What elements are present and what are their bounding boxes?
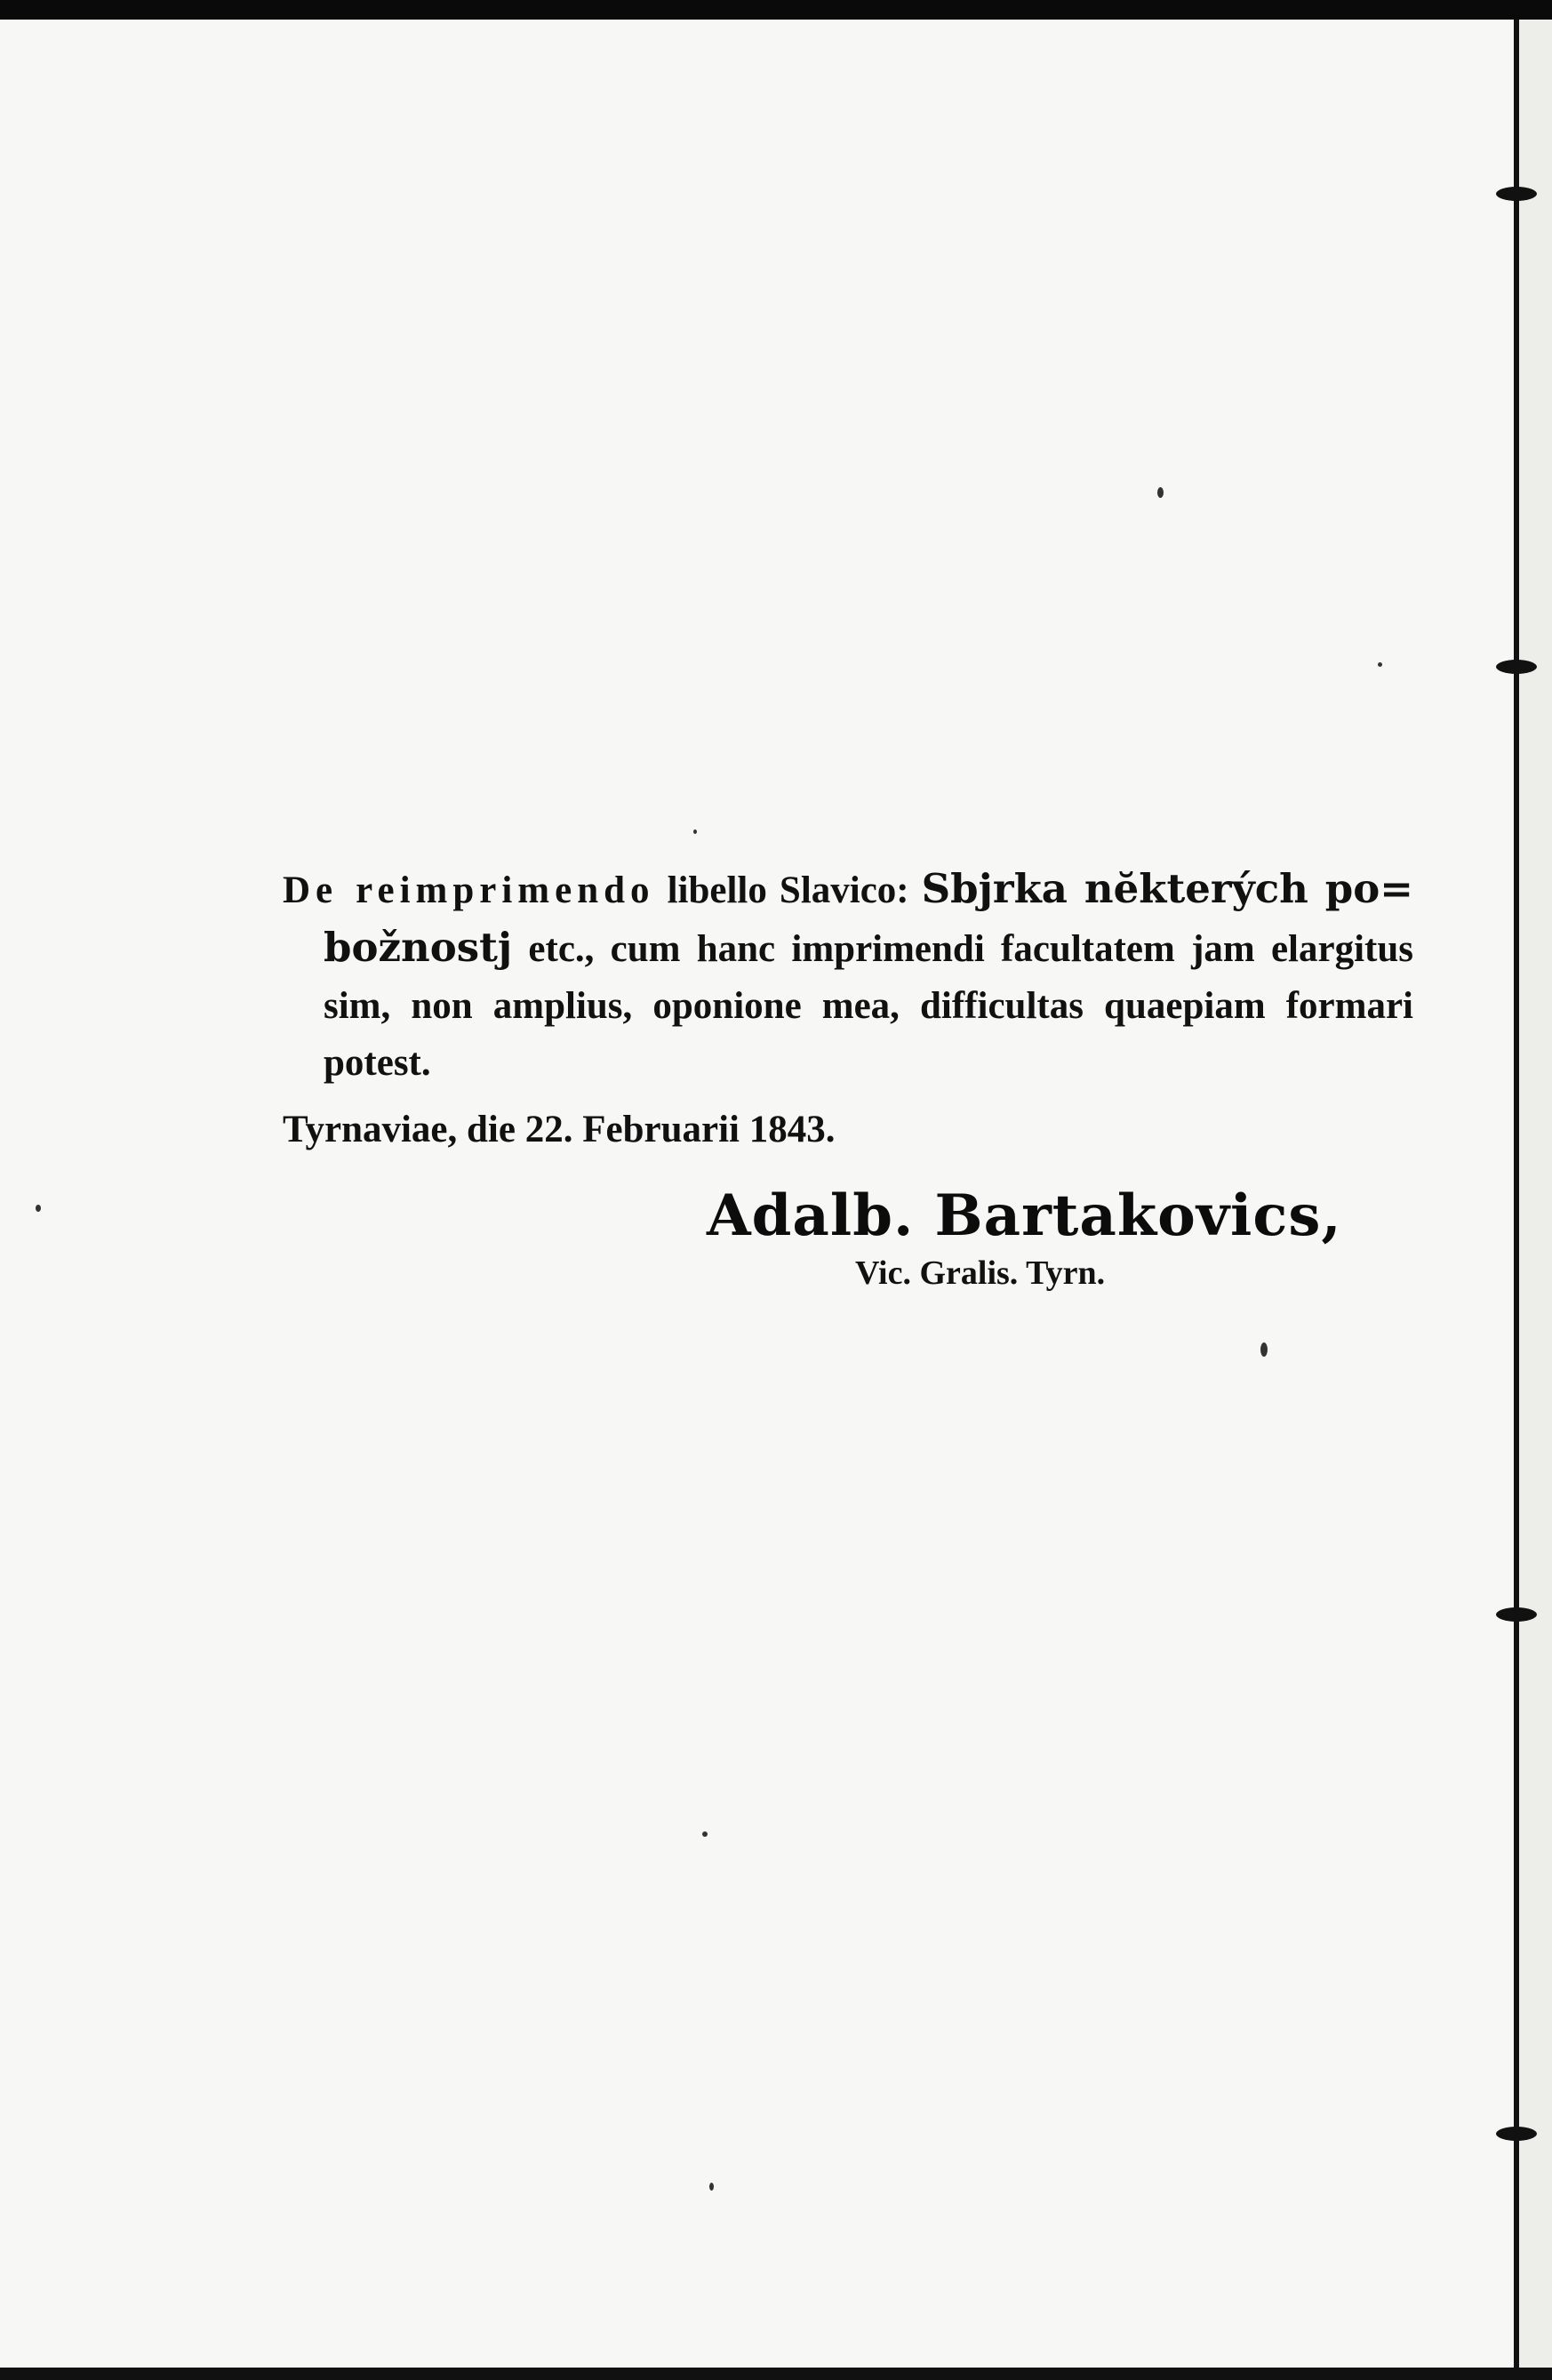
binding-rule [1514, 20, 1519, 2368]
signature-title: Vic. Gralis. Tyrn. [855, 1254, 1106, 1292]
reprint-decree [283, 861, 1413, 1092]
book-title-line-1: Sbjrka nĕkterých po= [921, 865, 1413, 912]
ink-speck [1260, 1342, 1268, 1357]
stitch-mark [1496, 660, 1537, 674]
ink-speck [709, 2183, 714, 2191]
top-scan-edge [0, 0, 1552, 20]
ink-speck [1378, 662, 1382, 667]
ink-speck [702, 1831, 708, 1837]
decree-intro: libello Slavico: [667, 869, 909, 911]
stitch-mark [1496, 2127, 1537, 2141]
stitch-mark [1496, 1607, 1537, 1622]
decree-paragraph [283, 861, 1413, 1092]
ink-speck [1157, 487, 1164, 498]
stitch-mark [1496, 187, 1537, 201]
decree-body: etc., cum hanc imprimendi facultatem jam elargitus sim, non amplius, oponione mea, difficultas quaepiam formari potest. [324, 928, 1413, 1084]
ink-speck [36, 1205, 41, 1212]
place-and-date: Tyrnaviae, die 22. Februarii 1843. [283, 1109, 836, 1150]
signature-name: Adalb. Bartakovics, [707, 1182, 1342, 1249]
book-title-line-2: božnostj [324, 924, 513, 971]
decree-intro-spaced: De reimprimendo [283, 869, 655, 911]
binding-margin [1519, 20, 1552, 2368]
bottom-scan-edge [0, 2368, 1552, 2380]
ink-speck [693, 829, 697, 834]
